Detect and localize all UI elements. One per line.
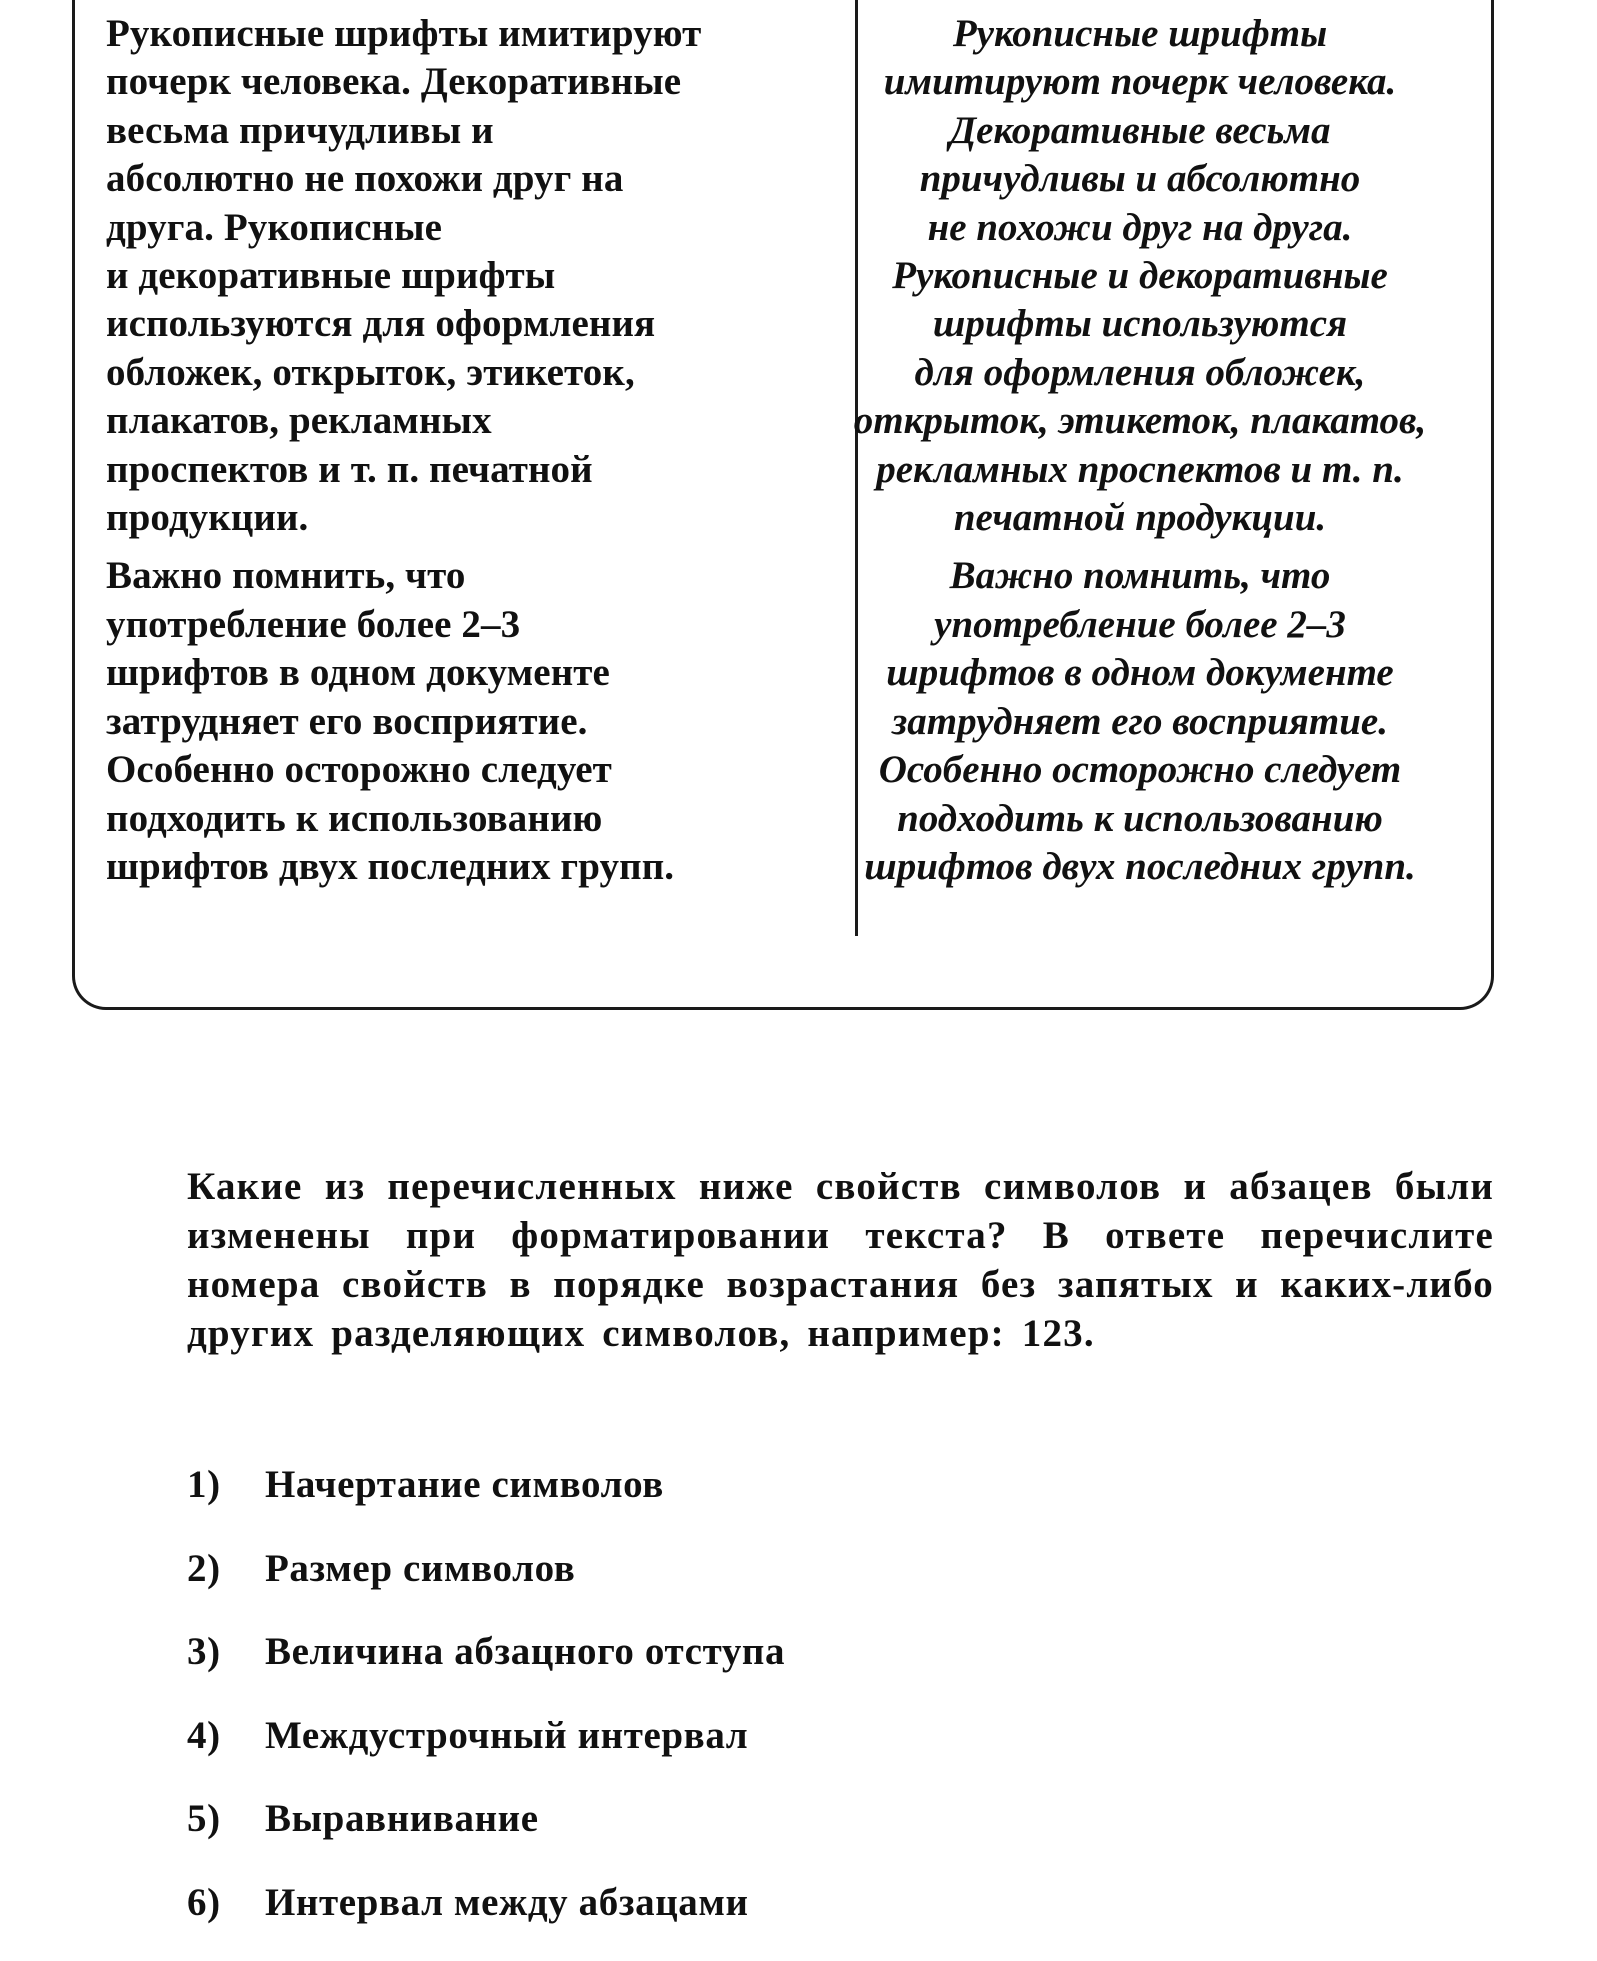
text-line: Важно помнить, что xyxy=(106,552,748,600)
text-line: затрудняет его восприятие. xyxy=(106,698,748,746)
answer-option xyxy=(187,1460,1187,1544)
answer-option xyxy=(187,1544,1187,1628)
text-line: печатной продукции. xyxy=(800,494,1480,542)
text-line: шрифтов двух последних групп. xyxy=(800,843,1480,891)
answer-option xyxy=(187,1627,1187,1711)
text-line: причудливы и абсолютно xyxy=(800,155,1480,203)
text-line: абсолютно не похожи друг на xyxy=(106,155,748,203)
text-line: Особенно осторожно следует xyxy=(800,746,1480,794)
text-line: друга. Рукописные xyxy=(106,204,748,252)
option-text: Междустрочный интервал xyxy=(265,1711,748,1760)
text-line: Особенно осторожно следует xyxy=(106,746,748,794)
text-line: рекламных проспектов и т. п. xyxy=(800,446,1480,494)
option-text: Интервал между абзацами xyxy=(265,1878,749,1927)
text-line: шрифтов в одном документе xyxy=(106,649,748,697)
text-line: проспектов и т. п. печатной xyxy=(106,446,748,494)
answer-option xyxy=(187,1794,1187,1878)
answer-options-list xyxy=(187,1460,1187,1961)
original-text-column xyxy=(106,10,748,891)
answer-option xyxy=(187,1878,1187,1961)
option-number: 3) xyxy=(187,1627,265,1676)
option-number: 5) xyxy=(187,1794,265,1843)
text-line: почерк человека. Декоративные xyxy=(106,58,748,106)
text-line: имитируют почерк человека. xyxy=(800,58,1480,106)
text-line: употребление более 2–3 xyxy=(800,601,1480,649)
question-text: Какие из перечисленных ниже свойств символов и абзацев были изменены при форматировании текста? В ответе перечислите номера свойств в порядке возрастания без запятых и каких-либо других разделяющих символов, например: 123. xyxy=(187,1162,1494,1358)
option-number: 4) xyxy=(187,1711,265,1760)
option-text: Начертание символов xyxy=(265,1460,664,1509)
text-line: Важно помнить, что xyxy=(800,552,1480,600)
text-line: продукции. xyxy=(106,494,748,542)
text-line: и декоративные шрифты xyxy=(106,252,748,300)
text-line: Декоративные весьма xyxy=(800,107,1480,155)
original-paragraph-2 xyxy=(106,552,748,891)
text-line: шрифтов в одном документе xyxy=(800,649,1480,697)
text-line: Рукописные шрифты имитируют xyxy=(106,10,748,58)
option-number: 2) xyxy=(187,1544,265,1593)
text-line: употребление более 2–3 xyxy=(106,601,748,649)
text-line: Рукописные и декоративные xyxy=(800,252,1480,300)
option-text: Выравнивание xyxy=(265,1794,539,1843)
text-line: не похожи друг на друга. xyxy=(800,204,1480,252)
answer-option xyxy=(187,1711,1187,1795)
text-line: плакатов, рекламных xyxy=(106,397,748,445)
option-text: Величина абзацного отступа xyxy=(265,1627,785,1676)
text-line: используются для оформления xyxy=(106,300,748,348)
text-line: затрудняет его восприятие. xyxy=(800,698,1480,746)
text-line: подходить к использованию xyxy=(106,795,748,843)
formatted-paragraph-2 xyxy=(800,552,1480,891)
text-line: обложек, открыток, этикеток, xyxy=(106,349,748,397)
option-number: 1) xyxy=(187,1460,265,1509)
text-line: открыток, этикеток, плакатов, xyxy=(800,397,1480,445)
text-line: шрифтов двух последних групп. xyxy=(106,843,748,891)
text-line: подходить к использованию xyxy=(800,795,1480,843)
text-line: для оформления обложек, xyxy=(800,349,1480,397)
text-line: шрифты используются xyxy=(800,300,1480,348)
formatted-paragraph-1 xyxy=(800,10,1480,542)
text-line: весьма причудливы и xyxy=(106,107,748,155)
option-text: Размер символов xyxy=(265,1544,575,1593)
formatted-text-column xyxy=(800,10,1480,891)
text-line: Рукописные шрифты xyxy=(800,10,1480,58)
option-number: 6) xyxy=(187,1878,265,1927)
original-paragraph-1 xyxy=(106,10,748,542)
